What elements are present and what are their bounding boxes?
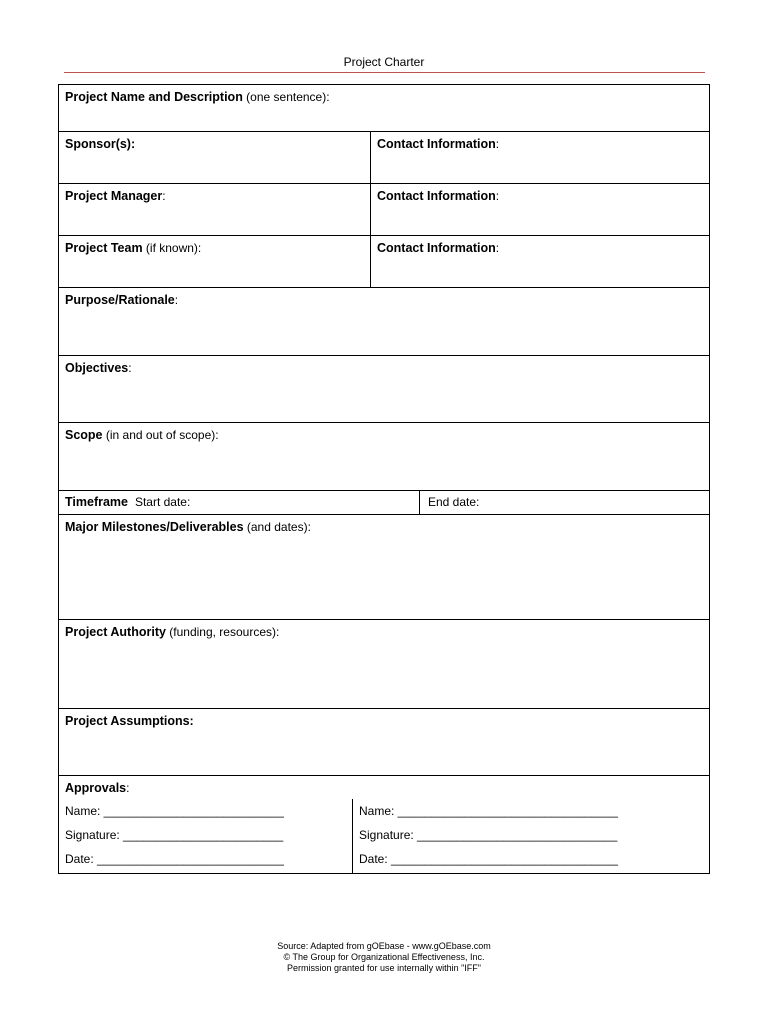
field-colon: : (495, 241, 500, 255)
field-label: Approvals (65, 781, 127, 795)
field-label: Project Team (65, 241, 143, 255)
field-note: (one sentence): (242, 90, 330, 104)
approver2-name-field[interactable]: Name: _________________________________ (359, 804, 618, 818)
field-label: Contact Information (377, 137, 496, 151)
field-label: Sponsor(s): (65, 137, 136, 151)
field-label: Project Name and Description (65, 90, 243, 104)
field-label: Objectives (65, 361, 129, 375)
team-contact-field[interactable] (370, 235, 710, 288)
project-team-field[interactable] (58, 235, 371, 288)
footer-permission: Permission granted for use internally within "IFF" (287, 963, 481, 973)
field-colon: : (495, 137, 500, 151)
sponsors-field[interactable] (58, 131, 371, 184)
field-label: Project Manager (65, 189, 163, 203)
field-label: Contact Information (377, 241, 496, 255)
approver2-date-field[interactable]: Date: __________________________________ (359, 852, 618, 866)
purpose-rationale-field[interactable] (58, 287, 710, 356)
field-colon: : (128, 361, 132, 375)
field-note: (in and out of scope): (102, 428, 219, 442)
end-date-label: End date: (428, 495, 480, 509)
field-note: (funding, resources): (165, 625, 280, 639)
objectives-field[interactable] (58, 355, 710, 423)
field-label: Project Authority (65, 625, 166, 639)
field-label: Timeframe (65, 495, 128, 509)
milestones-field[interactable] (58, 514, 710, 620)
field-label: Purpose/Rationale (65, 293, 175, 307)
field-note: (if known): (142, 241, 202, 255)
footer-source: Source: Adapted from gOEbase - www.gOEbase.com (277, 941, 491, 951)
start-date-label: Start date: (134, 495, 191, 509)
approver1-name-field[interactable]: Name: ___________________________ (65, 804, 284, 818)
field-note: (and dates): (243, 520, 311, 534)
project-assumptions-field[interactable] (58, 708, 710, 776)
field-label: Major Milestones/Deliverables (65, 520, 244, 534)
field-label: Project Assumptions: (65, 714, 194, 728)
field-colon: : (126, 781, 130, 795)
scope-field[interactable] (58, 422, 710, 491)
project-name-description-field[interactable] (58, 84, 710, 132)
manager-contact-field[interactable] (370, 183, 710, 236)
field-colon: : (162, 189, 166, 203)
project-authority-field[interactable] (58, 619, 710, 709)
timeframe-start-field[interactable] (58, 490, 420, 515)
page-title: Project Charter (343, 55, 425, 69)
footer-copyright: © The Group for Organizational Effectiveness, Inc. (283, 952, 485, 962)
footer (0, 941, 768, 974)
field-colon: : (495, 189, 500, 203)
approver1-date-field[interactable]: Date: ____________________________ (65, 852, 284, 866)
field-colon: : (174, 293, 179, 307)
field-label: Scope (65, 428, 103, 442)
project-manager-field[interactable] (58, 183, 371, 236)
timeframe-end-field[interactable] (419, 490, 710, 515)
approvals-divider (352, 799, 353, 874)
sponsor-contact-field[interactable] (370, 131, 710, 184)
approver1-signature-field[interactable]: Signature: ________________________ (65, 828, 284, 842)
title-underline (64, 72, 705, 73)
approver2-signature-field[interactable]: Signature: ______________________________ (359, 828, 618, 842)
field-label: Contact Information (377, 189, 496, 203)
